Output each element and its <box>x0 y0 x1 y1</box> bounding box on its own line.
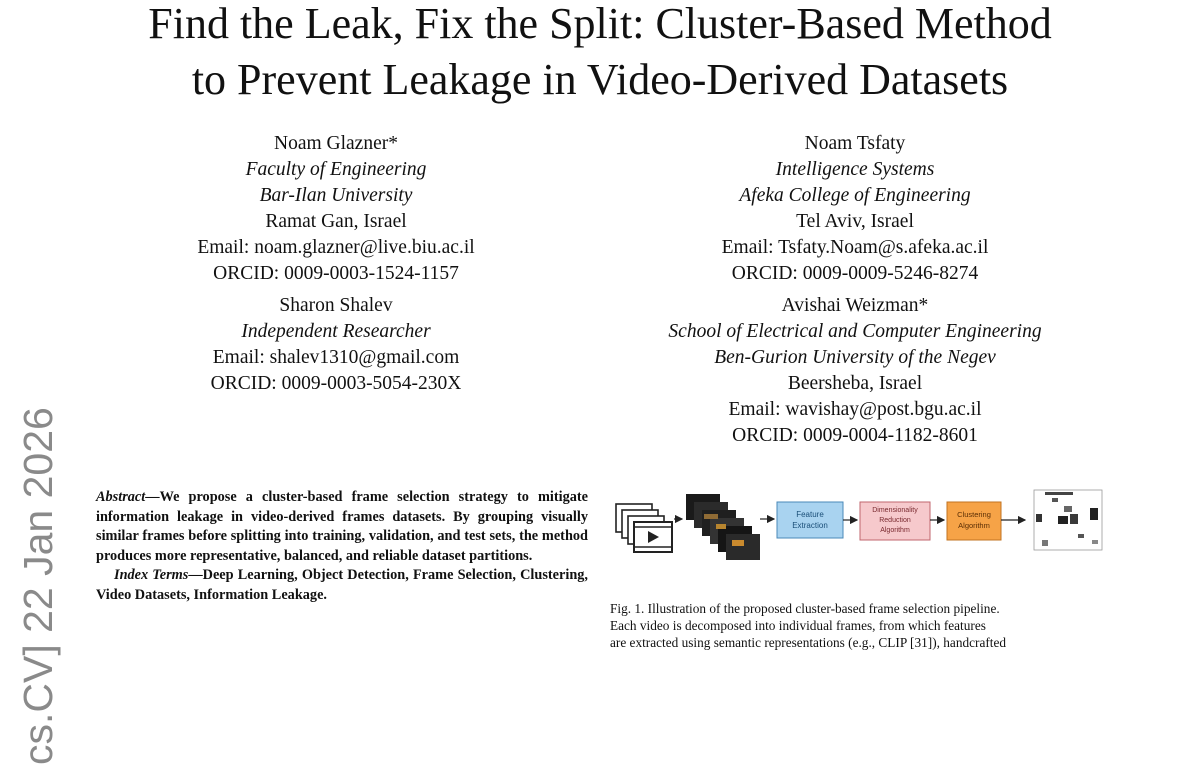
caption-line-1: Fig. 1. Illustration of the proposed cluster-based frame selection pipeline. <box>610 601 1000 616</box>
feature-extraction-label: Feature <box>796 510 824 519</box>
author-location: Tel Aviv, Israel <box>796 211 914 232</box>
frame-stack <box>686 494 760 560</box>
author-name: Noam Tsfaty <box>804 133 906 154</box>
author-location: Beersheba, Israel <box>787 373 923 394</box>
reduction-label-1: Dimensionality <box>872 507 918 514</box>
author-name: Sharon Shalev <box>279 295 393 316</box>
author-orcid: ORCID: 0009-0004-1182-8601 <box>732 425 978 446</box>
author-email: Email: noam.glazner@live.biu.ac.il <box>197 237 475 258</box>
title-line-1: Find the Leak, Fix the Split: Cluster-Based Method <box>148 0 1052 48</box>
author-name: Noam Glazner* <box>274 133 398 154</box>
author-institution: Ben-Gurion University of the Negev <box>714 347 996 368</box>
abstract-text: —We propose a cluster-based frame selection strategy to mitigate information leakage in video-derived frames datasets. By grouping visually similar frames before splitting into training, validation, and test sets, the method produces more representative, balanced, and reliable dataset partitions. <box>96 489 588 564</box>
author-email: Email: shalev1310@gmail.com <box>212 347 460 368</box>
author-block-weizman <box>610 293 1100 449</box>
title-line-2: to Prevent Leakage in Video-Derived Datasets <box>191 55 1009 104</box>
figure-pipeline <box>612 484 1108 580</box>
reduction-label-2: Reduction <box>879 517 911 524</box>
reduction-label-3: Algorithm <box>880 527 910 534</box>
clustering-label-1: Clustering <box>957 510 991 519</box>
abstract-paragraph <box>96 488 588 566</box>
author-block-tsfaty <box>655 131 1055 287</box>
video-stack-icon <box>616 504 672 552</box>
index-terms-text: —Deep Learning, Object Detection, Frame Selection, Clustering, Video Datasets, Information Leakage. <box>96 567 589 603</box>
author-affiliation: Intelligence Systems <box>775 159 935 180</box>
abstract-section <box>96 488 588 605</box>
feature-extraction-label-2: Extraction <box>792 521 828 530</box>
author-orcid: ORCID: 0009-0009-5246-8274 <box>731 263 979 284</box>
author-location: Ramat Gan, Israel <box>265 211 407 232</box>
caption-line-2: Each video is decomposed into individual frames, from which features <box>610 618 986 633</box>
author-block-glazner <box>136 131 536 287</box>
author-affiliation: School of Electrical and Computer Engineering <box>668 321 1042 342</box>
author-affiliation: Independent Researcher <box>241 321 431 342</box>
author-email: Email: Tsfaty.Noam@s.afeka.ac.il <box>721 237 989 258</box>
author-institution: Bar-Ilan University <box>259 185 413 206</box>
author-orcid: ORCID: 0009-0003-5054-230X <box>210 373 462 394</box>
feature-extraction-box <box>777 502 843 538</box>
caption-line-3: are extracted using semantic representations (e.g., CLIP [31]), handcrafted <box>610 635 1007 650</box>
index-terms-label: Index Terms <box>114 567 189 583</box>
clustering-label-2: Algorithm <box>958 521 990 530</box>
abstract-label: Abstract <box>96 489 146 505</box>
index-terms-paragraph <box>96 566 588 605</box>
author-affiliation: Faculty of Engineering <box>245 159 427 180</box>
author-name: Avishai Weizman* <box>781 295 929 316</box>
paper-title <box>0 0 1200 108</box>
author-block-shalev <box>136 293 536 397</box>
figure-caption <box>610 600 1105 651</box>
pipeline-diagram <box>612 484 1108 580</box>
arxiv-side-stamp: cs.CV] 22 Jan 2026 <box>15 407 61 765</box>
author-institution: Afeka College of Engineering <box>739 185 971 206</box>
author-email: Email: wavishay@post.bgu.ac.il <box>728 399 982 420</box>
author-orcid: ORCID: 0009-0003-1524-1157 <box>213 263 459 284</box>
cluster-scatter-plot <box>1034 490 1102 550</box>
